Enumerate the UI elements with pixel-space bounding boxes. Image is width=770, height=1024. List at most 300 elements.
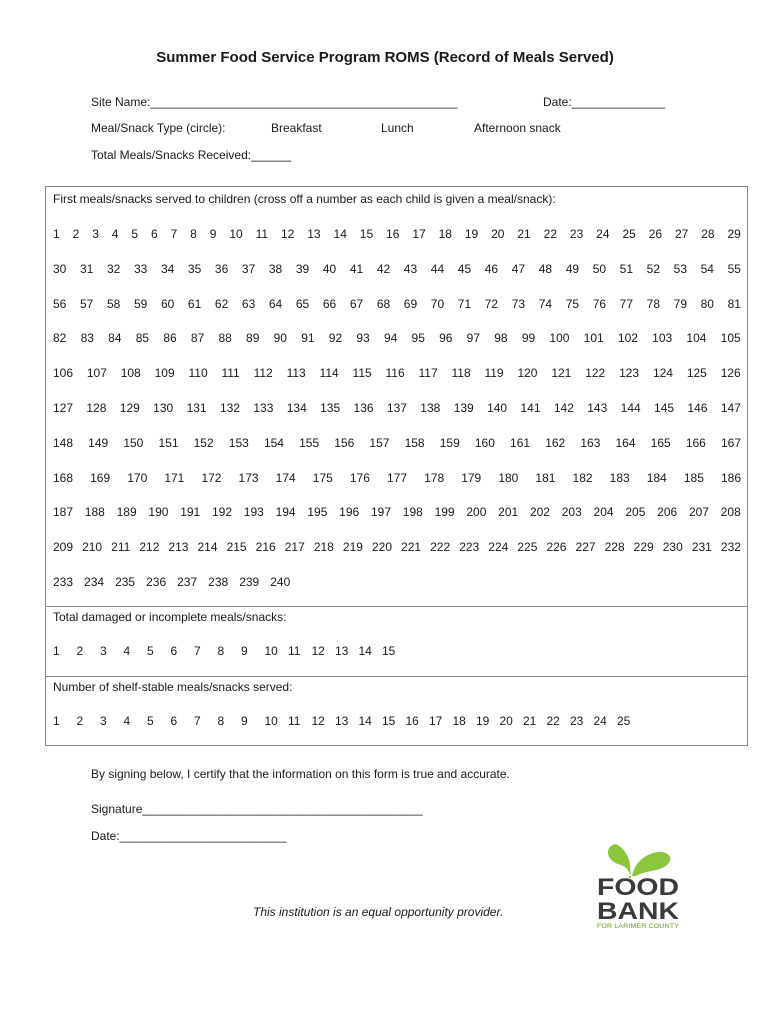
meal-number[interactable]: 37 [241,261,256,276]
option-breakfast[interactable]: Breakfast [271,121,322,135]
meal-number[interactable]: 179 [461,470,482,485]
number-row [53,540,741,554]
count-number[interactable]: 3 [100,644,107,658]
count-number[interactable]: 1 [53,644,60,658]
count-number[interactable]: 21 [523,714,537,728]
count-number[interactable]: 5 [147,644,154,658]
meal-number[interactable]: 55 [727,261,741,276]
meal-number[interactable]: 83 [80,331,94,346]
meal-number[interactable]: 211 [111,540,131,555]
meal-number[interactable]: 158 [404,435,425,450]
meal-number[interactable]: 227 [575,540,596,555]
count-number[interactable]: 11 [288,644,301,658]
meal-number[interactable]: 34 [160,261,175,276]
meal-number[interactable]: 10 [229,227,243,241]
meal-number[interactable]: 236 [146,575,167,589]
meal-number[interactable]: 29 [727,227,741,241]
count-number[interactable]: 4 [123,644,131,658]
meal-number[interactable]: 25 [622,227,636,241]
meal-count-box [45,186,748,746]
logo-word-bank: BANK [597,898,680,925]
meal-number[interactable]: 96 [439,331,453,346]
meal-number[interactable]: 66 [322,296,337,311]
count-number[interactable]: 23 [570,714,584,728]
meal-number[interactable]: 109 [154,366,175,381]
meal-number[interactable]: 152 [193,435,214,450]
meal-number[interactable]: 19 [464,227,479,241]
meal-number[interactable]: 225 [517,540,538,555]
meal-number[interactable]: 57 [79,296,94,311]
meal-number[interactable]: 136 [353,401,374,415]
meal-number[interactable]: 85 [135,331,150,346]
count-number[interactable]: 10 [264,714,278,728]
meal-number[interactable]: 187 [53,505,74,520]
meal-number[interactable]: 122 [585,366,606,381]
meal-number[interactable]: 108 [120,366,141,381]
meal-number[interactable]: 81 [727,296,741,311]
meal-number[interactable]: 218 [313,540,334,555]
meal-number[interactable]: 17 [412,227,426,241]
meal-number[interactable]: 74 [538,296,553,311]
meal-number[interactable]: 80 [700,296,714,311]
meal-number[interactable]: 219 [342,540,363,555]
meal-number[interactable]: 44 [430,261,445,276]
meal-number[interactable]: 51 [619,261,634,276]
count-number[interactable]: 12 [311,644,325,658]
meal-number[interactable]: 146 [687,401,708,415]
meal-number[interactable]: 137 [386,401,407,415]
date-field[interactable]: Date:______________ [543,95,666,109]
meal-number[interactable]: 71 [457,296,472,311]
count-number[interactable]: 2 [76,644,84,658]
meal-number[interactable]: 69 [403,296,418,311]
meal-number[interactable]: 217 [284,540,305,555]
meal-number[interactable]: 82 [53,331,67,346]
meal-number[interactable]: 92 [328,331,343,346]
meal-number[interactable]: 143 [587,401,608,415]
count-number[interactable]: 8 [217,644,225,658]
meal-number[interactable]: 233 [53,575,74,589]
number-row [53,471,741,485]
meal-number[interactable]: 103 [652,331,673,346]
meal-number[interactable]: 192 [211,505,233,520]
meal-number[interactable]: 151 [158,435,179,450]
meal-number[interactable]: 144 [620,401,641,415]
meal-number[interactable]: 7 [170,227,178,241]
food-bank-logo [596,842,682,932]
meal-number[interactable]: 178 [424,470,445,485]
meal-number[interactable]: 45 [457,261,472,276]
meal-number[interactable]: 36 [214,261,229,276]
meal-number[interactable]: 56 [53,296,67,311]
meal-number[interactable]: 114 [319,366,339,381]
meal-number[interactable]: 41 [349,261,364,276]
count-number[interactable]: 17 [429,714,443,728]
meal-number[interactable]: 77 [619,296,634,311]
meal-number[interactable]: 154 [263,435,284,450]
meal-number[interactable]: 124 [652,366,673,381]
meal-number[interactable]: 223 [459,540,480,555]
count-number[interactable]: 9 [241,714,248,728]
meal-number[interactable]: 54 [700,261,714,276]
meal-number[interactable]: 63 [241,296,256,311]
site-name-field[interactable]: Site Name:______________________________________________ [91,95,458,109]
meal-number[interactable]: 113 [286,366,306,381]
count-number[interactable]: 19 [476,714,490,728]
meal-number[interactable]: 110 [188,366,208,381]
meal-number[interactable]: 9 [209,227,217,241]
meal-number[interactable]: 167 [720,435,741,450]
meal-number[interactable]: 208 [720,505,741,520]
meal-number[interactable]: 162 [545,435,566,450]
meal-number[interactable]: 194 [275,505,296,520]
meal-number[interactable]: 42 [376,261,391,276]
meal-number[interactable]: 118 [451,366,471,381]
meal-number[interactable]: 87 [190,331,205,346]
meal-number[interactable]: 235 [115,575,136,589]
meal-number[interactable]: 40 [322,261,337,276]
count-number[interactable]: 18 [452,714,466,728]
meal-number[interactable]: 21 [517,227,531,241]
meal-number[interactable]: 139 [453,401,474,415]
meal-number[interactable]: 2 [72,227,80,241]
number-row [53,297,741,311]
meal-number[interactable]: 4 [111,227,119,241]
meal-number[interactable]: 94 [383,331,398,346]
count-number[interactable]: 20 [499,714,513,728]
meal-number[interactable]: 49 [565,261,580,276]
count-number[interactable]: 15 [382,644,396,658]
meal-number[interactable]: 148 [53,435,74,450]
count-number[interactable]: 15 [382,714,396,728]
meal-number[interactable]: 127 [53,401,74,415]
meal-number[interactable]: 210 [82,540,103,555]
count-number[interactable]: 4 [123,714,131,728]
meal-number[interactable]: 169 [90,470,111,485]
meal-number[interactable]: 15 [359,227,374,241]
meal-number[interactable]: 115 [352,366,372,381]
meal-number[interactable]: 141 [520,401,541,415]
meal-number[interactable]: 207 [688,505,709,520]
number-row [53,366,741,380]
meal-number[interactable]: 131 [186,401,207,415]
meal-number[interactable]: 201 [498,505,519,520]
count-number[interactable]: 11 [288,714,301,728]
meal-number[interactable]: 61 [187,296,202,311]
meal-number[interactable]: 18 [438,227,452,241]
number-row [53,331,741,345]
meal-number[interactable]: 156 [334,435,355,450]
meal-number[interactable]: 102 [617,331,638,346]
meal-number[interactable]: 33 [133,261,148,276]
meal-number[interactable]: 89 [246,331,260,346]
meal-number[interactable]: 171 [164,470,185,485]
meal-number[interactable]: 35 [187,261,202,276]
meal-number[interactable]: 155 [299,435,320,450]
count-number[interactable]: 14 [358,644,372,658]
meal-number[interactable]: 32 [106,261,121,276]
meal-number[interactable]: 120 [517,366,538,381]
meal-number[interactable]: 206 [657,505,678,520]
meal-number[interactable]: 214 [197,540,218,555]
meal-number[interactable]: 209 [53,540,74,555]
meal-number[interactable]: 39 [295,261,310,276]
meal-number[interactable]: 238 [208,575,229,589]
meal-number[interactable]: 123 [619,366,640,381]
meal-number[interactable]: 101 [583,331,604,346]
meal-number[interactable]: 5 [131,227,139,241]
meal-number[interactable]: 27 [674,227,689,241]
meal-number[interactable]: 58 [106,296,121,311]
meal-number[interactable]: 215 [226,540,247,555]
meal-number[interactable]: 186 [720,470,741,485]
meal-number[interactable]: 135 [320,401,341,415]
meal-number[interactable]: 161 [510,435,531,450]
meal-number[interactable]: 189 [116,505,137,520]
meal-number[interactable]: 170 [127,470,148,485]
meal-number[interactable]: 196 [339,505,360,520]
meal-number[interactable]: 164 [615,435,636,450]
meal-number[interactable]: 105 [720,331,741,346]
count-number[interactable]: 14 [358,714,372,728]
count-number[interactable]: 12 [311,714,325,728]
meal-number[interactable]: 22 [543,227,557,241]
count-number[interactable]: 8 [217,714,225,728]
meal-number[interactable]: 30 [53,261,67,276]
meal-number[interactable]: 177 [386,470,408,485]
meal-number[interactable]: 174 [275,470,296,485]
count-number[interactable]: 13 [335,714,349,728]
divider [46,606,747,607]
meal-number[interactable]: 142 [553,401,574,415]
meal-number[interactable]: 185 [683,470,704,485]
count-number[interactable]: 25 [617,714,631,728]
count-number[interactable]: 10 [264,644,278,658]
meal-number[interactable]: 145 [654,401,675,415]
meal-number[interactable]: 157 [369,435,390,450]
meal-number[interactable]: 237 [177,575,198,589]
meal-number[interactable]: 47 [511,261,526,276]
meal-number[interactable]: 195 [307,505,328,520]
meal-number[interactable]: 12 [280,227,295,241]
page-title: Summer Food Service Program ROMS (Record of Meals Served) [156,49,614,66]
meal-number[interactable]: 221 [401,540,422,555]
meal-number[interactable]: 128 [86,401,107,415]
meal-number[interactable]: 168 [53,470,74,485]
meal-number[interactable]: 200 [466,505,487,520]
meal-number[interactable]: 50 [592,261,607,276]
meal-number[interactable]: 28 [701,227,715,241]
meal-number[interactable]: 150 [123,435,144,450]
meal-number[interactable]: 173 [238,470,259,485]
meal-number[interactable]: 3 [92,227,99,241]
meal-number[interactable]: 213 [168,540,189,555]
meal-number[interactable]: 106 [53,366,74,381]
meal-number[interactable]: 104 [686,331,707,346]
meal-number[interactable]: 23 [569,227,584,241]
meal-number[interactable]: 111 [221,366,240,381]
meal-number[interactable]: 88 [218,331,232,346]
meal-number[interactable]: 125 [686,366,707,381]
count-number[interactable]: 6 [170,644,178,658]
meal-number[interactable]: 68 [376,296,391,311]
signature-field[interactable]: Signature__________________________________________ [91,802,423,816]
leaf-icon [608,844,670,878]
meal-number[interactable]: 53 [673,261,687,276]
meal-number[interactable]: 73 [511,296,526,311]
meal-number[interactable]: 46 [484,261,499,276]
meal-number[interactable]: 199 [434,505,455,520]
meal-number[interactable]: 26 [648,227,663,241]
meal-number[interactable]: 100 [549,331,570,346]
meal-number[interactable]: 182 [572,470,593,485]
option-afternoon-snack[interactable]: Afternoon snack [474,121,561,135]
meal-number[interactable]: 183 [609,470,630,485]
meal-number[interactable]: 1 [53,227,60,241]
meal-number[interactable]: 240 [270,575,291,589]
meal-number[interactable]: 197 [370,505,391,520]
count-number[interactable]: 13 [335,644,349,658]
meal-number[interactable]: 8 [190,227,197,241]
meal-number[interactable]: 205 [625,505,646,520]
meal-number[interactable]: 99 [521,331,536,346]
meal-number[interactable]: 130 [153,401,174,415]
meal-number[interactable]: 121 [551,366,572,381]
meal-number[interactable]: 59 [133,296,148,311]
meal-number[interactable]: 13 [307,227,321,241]
meal-number[interactable]: 52 [646,261,661,276]
meal-number[interactable]: 75 [565,296,580,311]
meal-number[interactable]: 16 [386,227,400,241]
meal-number[interactable]: 175 [312,470,333,485]
meal-number[interactable]: 147 [720,401,741,415]
meal-number[interactable]: 138 [420,401,441,415]
count-number[interactable]: 22 [546,714,560,728]
meal-number[interactable]: 60 [160,296,175,311]
meal-number[interactable]: 153 [228,435,249,450]
total-received-field[interactable]: Total Meals/Snacks Received:______ [91,148,292,162]
meal-number[interactable]: 134 [286,401,307,415]
meal-number[interactable]: 203 [561,505,582,520]
meal-number[interactable]: 31 [79,261,94,276]
meal-number[interactable]: 38 [268,261,283,276]
meal-number[interactable]: 20 [491,227,505,241]
number-row [53,505,741,519]
count-number[interactable]: 5 [147,714,154,728]
meal-number[interactable]: 222 [430,540,451,555]
meal-number[interactable]: 78 [646,296,661,311]
meal-number[interactable]: 91 [301,331,315,346]
meal-number[interactable]: 193 [243,505,264,520]
meal-number[interactable]: 226 [546,540,567,555]
meal-number[interactable]: 232 [720,540,741,555]
meal-number[interactable]: 184 [646,470,667,485]
meal-number[interactable]: 126 [720,366,741,381]
count-number[interactable]: 1 [53,714,60,728]
meal-number[interactable]: 14 [333,227,347,241]
meal-number[interactable]: 190 [148,505,169,520]
meal-number[interactable]: 224 [488,540,509,555]
meal-number[interactable]: 165 [650,435,671,450]
meal-number[interactable]: 116 [385,366,405,381]
meal-number[interactable]: 65 [295,296,310,311]
meal-number[interactable]: 84 [108,331,122,346]
meal-number[interactable]: 166 [685,435,706,450]
meal-number[interactable]: 176 [349,470,370,485]
meal-number[interactable]: 228 [604,540,625,555]
meal-number[interactable]: 234 [84,575,105,589]
meal-number[interactable]: 133 [253,401,274,415]
meal-number[interactable]: 86 [163,331,177,346]
meal-number[interactable]: 149 [88,435,109,450]
meal-number[interactable]: 160 [474,435,495,450]
count-number[interactable]: 24 [593,714,607,728]
meal-number[interactable]: 79 [673,296,687,311]
count-number[interactable]: 7 [194,714,201,728]
meal-number[interactable]: 43 [403,261,418,276]
meal-number[interactable]: 90 [273,331,287,346]
meal-number[interactable]: 181 [535,470,556,485]
count-number[interactable]: 3 [100,714,107,728]
count-number[interactable]: 16 [405,714,419,728]
meal-number[interactable]: 70 [430,296,445,311]
meal-number[interactable]: 93 [356,331,370,346]
meal-number[interactable]: 163 [580,435,601,450]
meal-number[interactable]: 129 [119,401,140,415]
meal-number[interactable]: 204 [593,505,614,520]
count-number[interactable]: 2 [76,714,84,728]
meal-number[interactable]: 198 [402,505,423,520]
meal-number[interactable]: 140 [487,401,508,415]
meal-number[interactable]: 220 [371,540,392,555]
meal-number[interactable]: 117 [418,366,438,381]
meal-number[interactable]: 231 [691,540,712,555]
meal-number[interactable]: 11 [255,227,269,241]
meal-number[interactable]: 230 [662,540,683,555]
meal-number[interactable]: 112 [253,366,273,381]
meal-number[interactable]: 159 [439,435,460,450]
meal-number[interactable]: 202 [529,505,550,520]
meal-number[interactable]: 98 [494,331,508,346]
meal-number[interactable]: 229 [633,540,654,555]
meal-number[interactable]: 172 [201,470,222,485]
meal-number[interactable]: 67 [349,296,364,311]
meal-number[interactable]: 119 [484,366,504,381]
meal-number[interactable]: 132 [219,401,240,415]
meal-number[interactable]: 97 [466,331,481,346]
meal-number[interactable]: 188 [84,505,105,520]
meal-number[interactable]: 72 [484,296,499,311]
count-number[interactable]: 7 [194,644,201,658]
meal-number[interactable]: 6 [150,227,158,241]
meal-number[interactable]: 76 [592,296,607,311]
meal-number[interactable]: 48 [538,261,553,276]
meal-number[interactable]: 24 [596,227,610,241]
meal-number[interactable]: 64 [268,296,283,311]
meal-number[interactable]: 62 [214,296,229,311]
count-number[interactable]: 9 [241,644,248,658]
meal-number[interactable]: 180 [498,470,519,485]
meal-number[interactable]: 216 [255,540,276,555]
meal-number[interactable]: 191 [180,505,201,520]
meal-number[interactable]: 212 [139,540,160,555]
signature-date-field[interactable]: Date:_________________________ [91,829,287,843]
meal-number[interactable]: 239 [239,575,260,589]
count-number[interactable]: 6 [170,714,178,728]
meal-number[interactable]: 95 [411,331,425,346]
meal-number[interactable]: 107 [86,366,107,381]
option-lunch[interactable]: Lunch [381,121,414,135]
